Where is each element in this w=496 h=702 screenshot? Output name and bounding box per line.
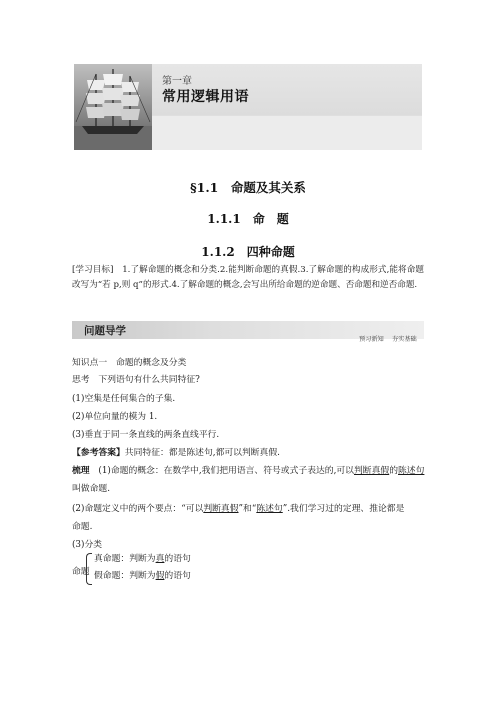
- definition-text: (2)命题定义中的两个要点：“可以: [72, 504, 204, 514]
- subsection-heading-2: 1.1.2 四种命题: [201, 245, 295, 259]
- classification-title: (3)分类: [72, 540, 103, 550]
- definition-text: 的: [389, 466, 398, 476]
- definition-text: 假命题：判断为: [94, 571, 156, 581]
- sort-label: 梳理: [72, 466, 90, 476]
- definition-text: (1)命题的概念：在数学中,我们把用语言、符号或式子表达的,可以: [89, 466, 354, 476]
- definition-text: 的语句: [164, 571, 191, 581]
- sailing-ship-image: [74, 64, 152, 150]
- blank-answer: 假: [155, 571, 165, 581]
- definition-text: ”和“: [238, 504, 257, 514]
- brace-icon: [86, 553, 92, 585]
- definition-text: 真命题：判断为: [94, 554, 156, 564]
- subsection-heading-1: 1.1.1 命 题: [207, 212, 289, 226]
- section-bar-title: 问题导学: [84, 325, 126, 337]
- chapter-banner: [74, 64, 422, 150]
- definition-text: ”.我们学习过的定理、推论都是: [282, 504, 405, 514]
- objectives-label: [学习目标]: [72, 265, 114, 275]
- true-proposition: [94, 553, 294, 566]
- learning-objectives: [72, 263, 424, 293]
- think-text: 下列语句有什么共同特征?: [89, 375, 200, 385]
- chapter-title: 常用逻辑用语: [162, 89, 249, 105]
- blank-answer: 陈述句: [398, 466, 425, 476]
- definition-line-1: [72, 465, 424, 478]
- answer-label: 【参考答案】: [72, 448, 125, 458]
- section-heading: §1.1 命题及其关系: [190, 180, 306, 195]
- definition-text: 的语句: [164, 554, 191, 564]
- brace-label: 命题: [72, 567, 90, 577]
- example-item-1: (1)空集是任何集合的子集.: [72, 394, 176, 404]
- think-label: 思考: [72, 375, 90, 385]
- answer-line: [72, 447, 424, 460]
- knowledge-point-title: 知识点一 命题的概念及分类: [72, 358, 187, 368]
- false-proposition: [94, 570, 294, 583]
- banner-band-lower: [152, 116, 422, 150]
- section-tag-foundation: 夯实基础: [392, 336, 417, 343]
- blank-answer: 判断真假: [353, 466, 390, 476]
- example-item-2: (2)单位向量的模为 1.: [72, 412, 158, 422]
- definition-line-2: [72, 503, 424, 516]
- definition-line-1-cont: 叫做命题.: [72, 484, 110, 494]
- answer-text: 共同特征：都是陈述句,都可以判断真假.: [124, 448, 280, 458]
- blank-answer: 判断真假: [203, 504, 239, 514]
- chapter-number: 第一章: [162, 76, 192, 87]
- definition-line-2-cont: 命题.: [72, 522, 93, 532]
- think-line: [72, 374, 424, 387]
- section-tag-preview: 预习新知: [359, 336, 384, 343]
- blank-answer: 陈述句: [256, 504, 283, 514]
- example-item-3: (3)垂直于同一条直线的两条直线平行.: [72, 430, 220, 440]
- objectives-text: 1.了解命题的概念和分类.2.能判断命题的真假.3.了解命题的构成形式,能将命题改写为“若 p,则 q”的形式.4.了解命题的概念,会写出所给命题的逆命题、否命题和逆否命题.: [72, 265, 424, 290]
- blank-answer: 真: [155, 554, 165, 564]
